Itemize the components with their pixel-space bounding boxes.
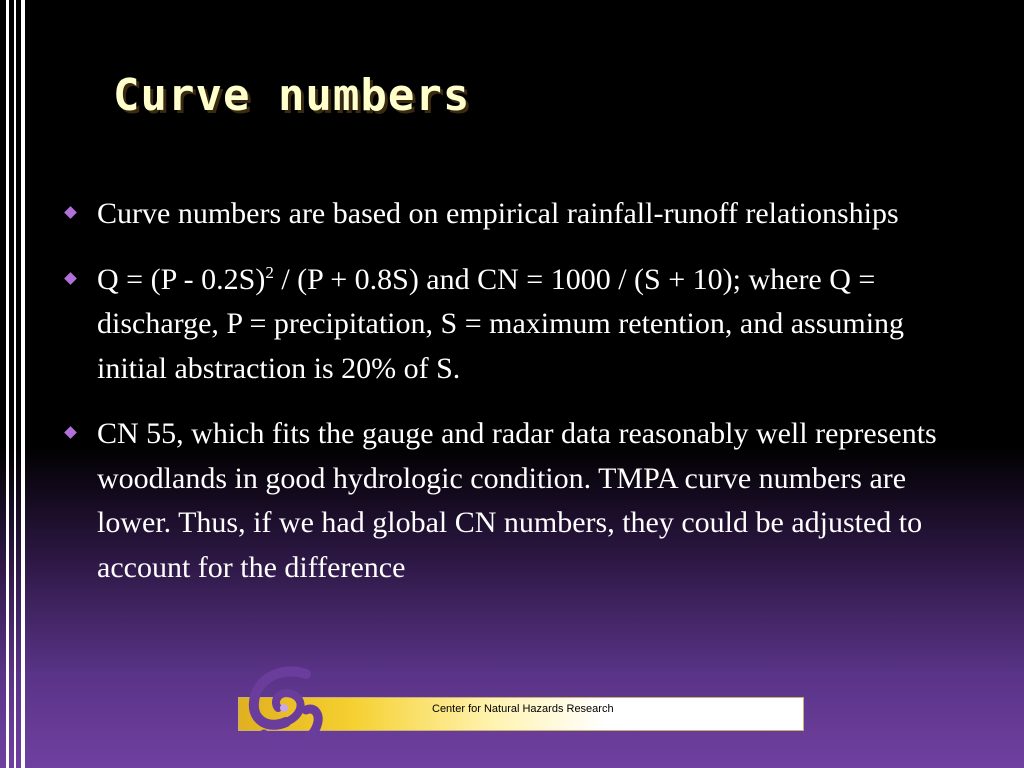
bullet-list: [66, 192, 946, 611]
diamond-bullet-icon: [64, 426, 77, 439]
bullet-item: [66, 258, 946, 392]
diamond-bullet-icon: [64, 272, 77, 285]
bullet-text: [97, 263, 904, 385]
swirl-logo-icon: [244, 664, 324, 756]
bullet-text: Curve numbers are based on empirical rainfall-runoff relationships: [97, 197, 899, 230]
exponent: 2: [265, 262, 274, 282]
slide-title: Curve numbers: [113, 70, 471, 121]
footer-org-name: Center for Natural Hazards Research: [432, 703, 614, 715]
formula-text: Q = (P - 0.2S): [97, 262, 266, 296]
left-border-line-3: [21, 0, 25, 768]
left-border-line-1: [6, 0, 9, 768]
left-border-line-2: [14, 0, 16, 768]
bullet-item: [66, 192, 946, 237]
bullet-text: CN 55, which fits the gauge and radar data reasonably well represents woodlands in good hydrologic condition. TMPA curve numbers are lower. Thus, if we had global CN numbers, they could be adjusted to account for the difference: [97, 417, 937, 584]
bullet-item: [66, 412, 946, 590]
formula-text-continued: / (P + 0.8S) and CN = 1000 / (S + 10); where Q = discharge, P = precipitation, S = maximum retention, and assuming initial abstraction is 20% of S.: [97, 262, 905, 385]
diamond-bullet-icon: [64, 206, 77, 219]
